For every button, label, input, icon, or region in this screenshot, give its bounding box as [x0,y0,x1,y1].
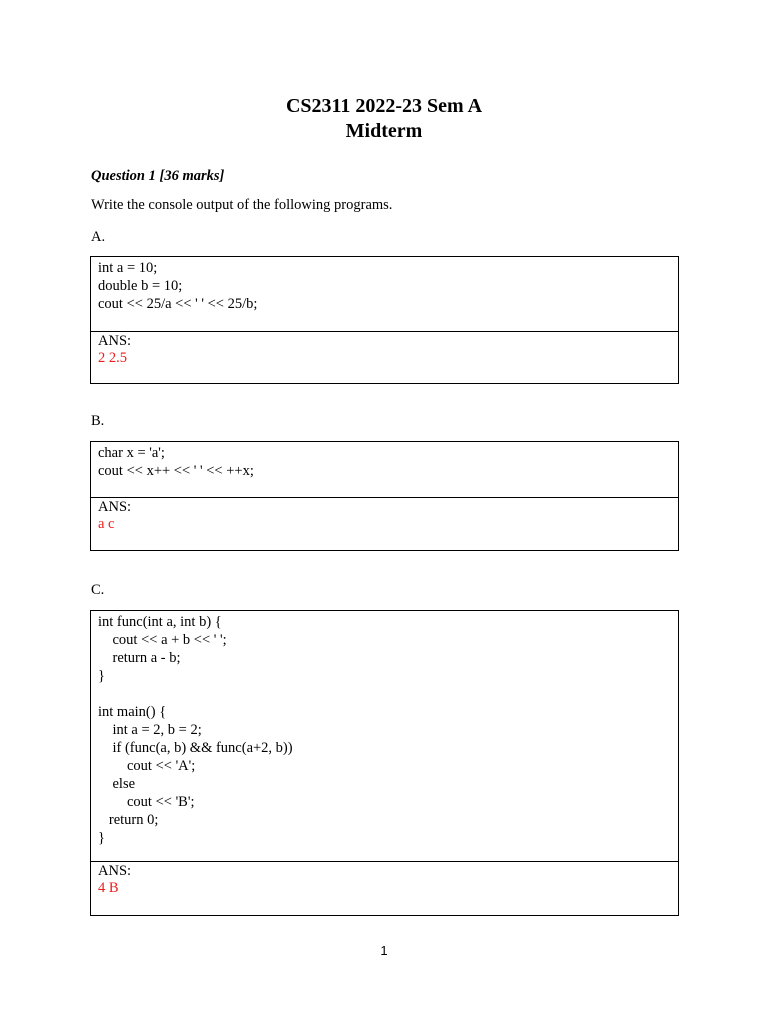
part-a-code-cell [91,257,678,332]
part-c-box [90,610,679,916]
page-number: 1 [380,943,388,958]
code-line: return 0; [98,812,159,828]
part-a-label: A. [91,229,106,245]
part-b-label: B. [91,413,105,429]
code-line: char x = 'a'; [98,445,165,461]
answer-label: ANS: [98,863,132,879]
code-line: if (func(a, b) && func(a+2, b)) [98,740,293,756]
code-line: cout << 'B'; [98,794,195,810]
code-line: double b = 10; [98,278,183,294]
part-a-answer: 2 2.5 [98,350,127,366]
part-b-box [90,441,679,551]
question-heading: Question 1 [36 marks] [91,168,225,184]
code-line: } [98,668,105,684]
answer-label: ANS: [98,499,132,515]
part-c-code-cell [91,611,678,862]
question-instructions: Write the console output of the following programs. [91,197,393,213]
code-line: cout << 25/a << ' ' << 25/b; [98,296,258,312]
code-line: cout << x++ << ' ' << ++x; [98,463,254,479]
part-b-code-cell [91,442,678,498]
part-c-answer-cell [91,862,678,897]
part-a-box [90,256,679,384]
part-c-label: C. [91,582,105,598]
part-b-answer-cell [91,498,678,533]
part-b-answer: a c [98,516,115,532]
code-line: return a - b; [98,650,181,666]
code-line: } [98,830,105,846]
answer-label: ANS: [98,333,132,349]
code-line: int a = 10; [98,260,158,276]
part-a-answer-cell [91,332,678,367]
code-line: cout << a + b << ' '; [98,632,227,648]
code-line: int main() { [98,704,167,720]
code-line: int a = 2, b = 2; [98,722,202,738]
code-line: int func(int a, int b) { [98,614,222,630]
code-line: cout << 'A'; [98,758,196,774]
document-title-line1: CS2311 2022-23 Sem A [285,95,483,117]
document-title-line2: Midterm [345,120,423,142]
code-line [98,685,671,703]
part-c-answer: 4 B [98,880,119,896]
code-line: else [98,776,136,792]
